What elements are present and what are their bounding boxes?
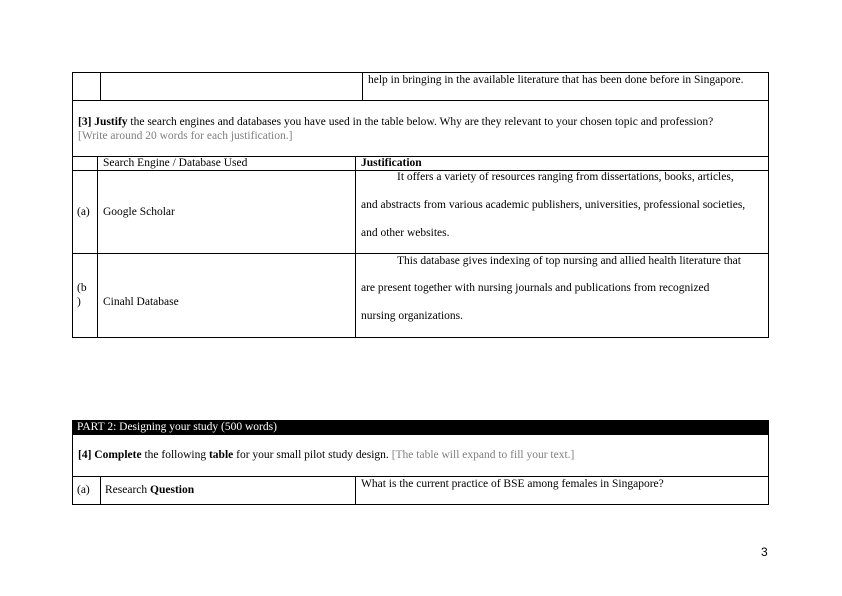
q3-prompt bbox=[78, 115, 768, 129]
q4-row-field bbox=[105, 483, 194, 497]
q4-text-1: the following bbox=[141, 449, 209, 461]
table3-row-a-line-2: and abstracts from various academic publishers, universities, professional societies, bbox=[361, 199, 746, 211]
top-row-divider-1 bbox=[100, 72, 101, 101]
top-row-text: help in bringing in the available literature that has been done before in Singapore. bbox=[368, 74, 744, 86]
q4-table-word: table bbox=[208, 449, 234, 461]
q4-verb: Complete bbox=[94, 449, 142, 461]
q4-row-divider-1 bbox=[100, 476, 101, 505]
table3-row-a-line-1: It offers a variety of resources ranging from dissertations, books, articles, bbox=[397, 171, 734, 183]
q4-row-field-bold: Question bbox=[150, 484, 195, 496]
table3-row-b-line-2: are present together with nursing journals and publications from recognized bbox=[361, 282, 710, 294]
q3-number: [3] bbox=[78, 116, 92, 128]
table3-header-justification: Justification bbox=[361, 157, 422, 169]
part2-header-text: PART 2: Designing your study (500 words) bbox=[77, 421, 277, 433]
table3-row-b-label-2: ) bbox=[77, 296, 81, 308]
table3-row-b-line-1: This database gives indexing of top nursing and allied health literature that bbox=[397, 255, 741, 267]
q4-row-label: (a) bbox=[77, 484, 90, 496]
table3-row-b-line-3: nursing organizations. bbox=[361, 310, 463, 322]
table3-row-a-engine: Google Scholar bbox=[103, 206, 175, 218]
table3-divider-2 bbox=[355, 156, 356, 338]
q4-hint: [The table will expand to fill your text.] bbox=[391, 449, 575, 461]
q4-row-divider-2 bbox=[355, 476, 356, 505]
table3-header-engine: Search Engine / Database Used bbox=[103, 157, 248, 169]
q4-text-2: for your small pilot study design. bbox=[233, 449, 392, 461]
page-number: 3 bbox=[761, 545, 768, 559]
q3-text: the search engines and databases you have used in the table below. Why are they relevant to your chosen topic and profession? bbox=[127, 116, 714, 128]
table3-divider-1 bbox=[97, 156, 98, 338]
table3-row-a-label: (a) bbox=[77, 206, 90, 218]
q4-row-answer: What is the current practice of BSE among females in Singapore? bbox=[361, 478, 664, 490]
q3-hint: [Write around 20 words for each justification.] bbox=[78, 130, 293, 142]
q4-prompt bbox=[78, 448, 574, 462]
table3-row-b-engine: Cinahl Database bbox=[103, 296, 179, 308]
table3-row-b-label-1: (b bbox=[77, 282, 87, 294]
q4-number: [4] bbox=[78, 449, 92, 461]
q3-verb: Justify bbox=[94, 116, 128, 128]
q4-row-field-plain: Research bbox=[105, 484, 151, 496]
top-row-divider-2 bbox=[362, 72, 363, 101]
table3-row-a-line-3: and other websites. bbox=[361, 227, 450, 239]
